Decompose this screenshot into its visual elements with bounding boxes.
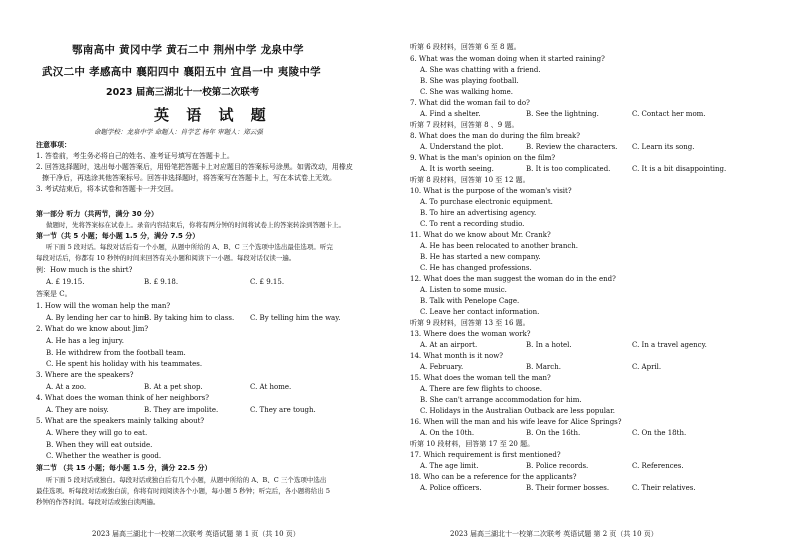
q2-option-b: B. He withdrew from the football team. [46, 349, 186, 357]
question-13: 13. Where does the woman work? [410, 330, 531, 338]
q2-option-c: C. He spent his holiday with his teammates. [46, 360, 203, 368]
q9-option-a: A. It is worth seeing. [420, 165, 494, 173]
q10-option-c: C. To rent a recording studio. [420, 220, 525, 228]
q6-option-b: B. She was playing football. [420, 77, 519, 85]
question-7: 7. What did the woman fail to do? [410, 99, 530, 107]
schools-line-2: 武汉二中 孝感高中 襄阳四中 襄阳五中 宜昌一中 夷陵中学 [42, 66, 321, 78]
q1-option-c: C. By telling him the way. [250, 314, 341, 322]
material-8-heading: 听第 8 段材料，回答第 10 至 12 题。 [410, 176, 530, 184]
example-question: 例：How much is the shirt? [36, 266, 133, 274]
q18-option-b: B. Their former bosses. [526, 484, 610, 492]
q18-option-a: A. Police officers. [420, 484, 482, 492]
question-16: 16. When will the man and his wife leave for Alice Springs? [410, 418, 622, 426]
q6-option-a: A. She was chatting with a friend. [420, 66, 541, 74]
q9-option-b: B. It is too complicated. [526, 165, 611, 173]
example-option-c: C. £ 9.15. [250, 278, 285, 286]
question-11: 11. What do we know about Mr. Crank? [410, 231, 551, 239]
q8-option-a: A. Understand the plot. [420, 143, 504, 151]
q16-option-c: C. On the 18th. [632, 429, 687, 437]
q3-option-b: B. At a pet shop. [144, 383, 203, 391]
part1-instructions: 做题时，先将答案标在试卷上。录音内容结束后，你将有两分钟的时间将试卷上的答案转涂到答题卡上。 [46, 221, 345, 229]
question-6: 6. What was the woman doing when it started raining? [410, 55, 605, 63]
q10-option-b: B. To hire an advertising agency. [420, 209, 537, 217]
section1-instructions-1: 听下面 5 段对话。每段对话后有一个小题，从题中所给的 A、B、C 三个选项中选出最佳选项。听完 [46, 243, 333, 251]
example-answer: 答案是 C。 [36, 290, 72, 298]
q16-option-b: B. On the 16th. [526, 429, 581, 437]
section2-instructions-3: 秒钟的作答时间。每段对话或独白读两遍。 [36, 498, 160, 506]
example-option-a: A. £ 19.15. [46, 278, 85, 286]
q17-option-b: B. Police records. [526, 462, 589, 470]
q11-option-a: A. He has been relocated to another branch. [420, 242, 579, 250]
material-6-heading: 听第 6 段材料，回答第 6 至 8 题。 [410, 43, 521, 51]
question-8: 8. What does the man do during the film break? [410, 132, 581, 140]
section2-instructions-1: 听下面 5 段对话或独白。每段对话或独白后有几个小题，从题中所给的 A、B、C 三个选项中选出 [46, 476, 327, 484]
question-17: 17. Which requirement is first mentioned? [410, 451, 561, 459]
note-2a: 2. 回答选择题时，选出每小题答案后，用铅笔把答题卡上对应题目的答案标号涂黑。如需改动，用橡皮 [36, 163, 353, 171]
question-18: 18. Who can be a reference for the applicants? [410, 473, 577, 481]
q15-option-c: C. Holidays in the Australian Outback are less popular. [420, 407, 615, 415]
q4-option-c: C. They are tough. [250, 406, 316, 414]
q12-option-b: B. Talk with Penelope Cage. [420, 297, 520, 305]
section2-instructions-2: 最佳选项。听每段对话或独白前，你将有时间阅读各个小题，每小题 5 秒钟；听完后，各小题将给出 5 [36, 487, 330, 495]
question-10: 10. What is the purpose of the woman's visit? [410, 187, 572, 195]
q13-option-b: B. In a hotel. [526, 341, 572, 349]
section1-instructions-2: 每段对话后，你都有 10 秒钟的时间来回答有关小题和阅读下一小题。每段对话仅读一遍。 [36, 254, 296, 262]
q6-option-c: C. She was walking home. [420, 88, 514, 96]
q17-option-a: A. The age limit. [420, 462, 479, 470]
q9-option-c: C. It is a bit disappointing. [632, 165, 727, 173]
q18-option-c: C. Their relatives. [632, 484, 696, 492]
exam-title: 2023 届高三湖北十一校第二次联考 [106, 87, 260, 98]
example-option-b: B. £ 9.18. [144, 278, 179, 286]
q16-option-a: A. On the 10th. [420, 429, 475, 437]
q4-option-b: B. They are impolite. [144, 406, 219, 414]
material-9-heading: 听第 9 段材料，回答第 13 至 16 题。 [410, 319, 530, 327]
question-3: 3. Where are the speakers? [36, 371, 134, 379]
page-1-footer: 2023 届高三湖北十一校第二次联考 英语试题 第 1 页（共 10 页） [92, 530, 300, 538]
credits-line: 命题学校：龙泉中学 命题人：肖学艺 杨年 审题人：郑云强 [94, 128, 263, 136]
note-3: 3. 考试结束后，将本试卷和答题卡一并交回。 [36, 185, 178, 193]
q12-option-a: A. Listen to some music. [420, 286, 507, 294]
question-2: 2. What do we know about Jim? [36, 325, 149, 333]
question-15: 15. What does the woman tell the man? [410, 374, 551, 382]
q7-option-a: A. Find a shelter. [420, 110, 481, 118]
section2-title: 第二节 （共 15 小题；每小题 1.5 分，满分 22.5 分） [36, 464, 212, 472]
q13-option-a: A. At an airport. [420, 341, 478, 349]
q3-option-a: A. At a zoo. [46, 383, 87, 391]
part1-title: 第一部分 听力（共两节，满分 30 分） [36, 210, 159, 218]
note-2b: 擦干净后，再选涂其他答案标号。回答非选择题时，将答案写在答题卡上，写在本试卷上无效。 [42, 174, 336, 182]
question-1: 1. How will the woman help the man? [36, 302, 171, 310]
q7-option-c: C. Contact her mom. [632, 110, 706, 118]
question-12: 12. What does the man suggest the woman do in the end? [410, 275, 616, 283]
q12-option-c: C. Leave her contact information. [420, 308, 540, 316]
question-9: 9. What is the man's opinion on the film? [410, 154, 556, 162]
q8-option-c: C. Learn its song. [632, 143, 695, 151]
q11-option-c: C. He has changed professions. [420, 264, 532, 272]
subject-title: 英 语 试 题 [154, 106, 272, 124]
q14-option-c: C. April. [632, 363, 662, 371]
question-5: 5. What are the speakers mainly talking about? [36, 417, 205, 425]
section1-title: 第一节（共 5 小题；每小题 1.5 分，满分 7.5 分） [36, 232, 200, 240]
note-1: 1. 答卷前，考生务必将自己的姓名、准考证号填写在答题卡上。 [36, 152, 234, 160]
q7-option-b: B. See the lightning. [526, 110, 599, 118]
q17-option-c: C. References. [632, 462, 684, 470]
q2-option-a: A. He has a leg injury. [46, 337, 124, 345]
q5-option-c: C. Whether the weather is good. [46, 452, 162, 460]
material-7-heading: 听第 7 段材料，回答第 8 、9 题。 [410, 121, 519, 129]
material-10-heading: 听第 10 段材料，回答第 17 至 20 题。 [410, 440, 535, 448]
q10-option-a: A. To purchase electronic equipment. [420, 198, 553, 206]
q14-option-a: A. February. [420, 363, 464, 371]
schools-line-1: 鄂南高中 黄冈中学 黄石二中 荆州中学 龙泉中学 [72, 44, 304, 56]
q13-option-c: C. In a travel agency. [632, 341, 707, 349]
q5-option-b: B. When they will eat outside. [46, 441, 153, 449]
q5-option-a: A. Where they will go to eat. [46, 429, 148, 437]
q15-option-b: B. She can't arrange accommodation for him. [420, 396, 582, 404]
q11-option-b: B. He has started a new company. [420, 253, 541, 261]
q14-option-b: B. March. [526, 363, 561, 371]
question-14: 14. What month is it now? [410, 352, 503, 360]
q1-option-b: B. By taking him to class. [144, 314, 235, 322]
q1-option-a: A. By lending her car to him. [46, 314, 149, 322]
q15-option-a: A. There are few flights to choose. [420, 385, 542, 393]
q4-option-a: A. They are noisy. [46, 406, 109, 414]
q8-option-b: B. Review the characters. [526, 143, 618, 151]
notes-heading: 注意事项： [36, 141, 71, 149]
question-4: 4. What does the woman think of her neighbors? [36, 394, 209, 402]
q3-option-c: C. At home. [250, 383, 292, 391]
page-2-footer: 2023 届高三湖北十一校第二次联考 英语试题 第 2 页（共 10 页） [450, 530, 658, 538]
